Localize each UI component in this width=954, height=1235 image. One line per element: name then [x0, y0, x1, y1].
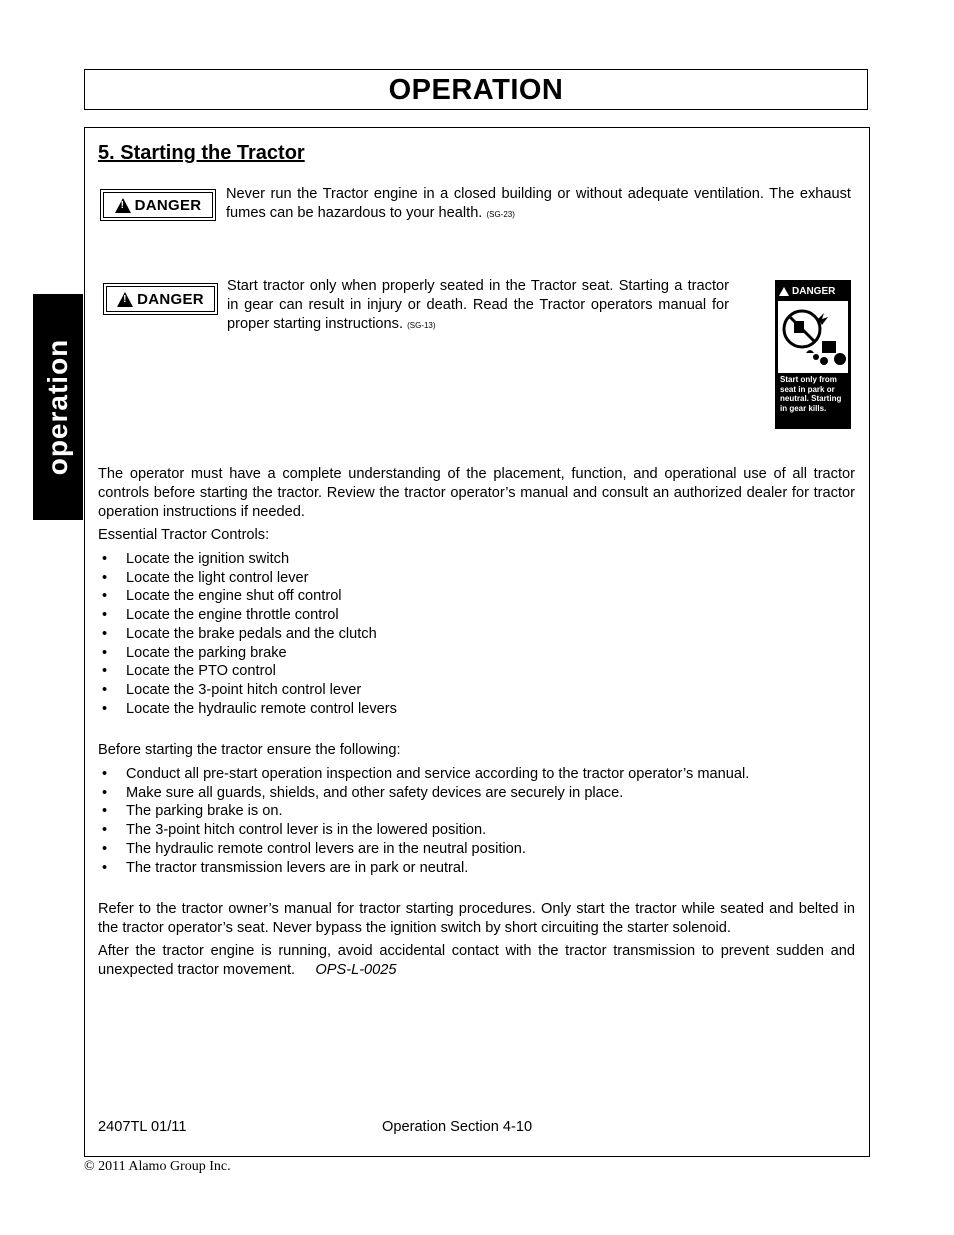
side-tab-label: operation [42, 338, 73, 476]
side-section-tab [33, 294, 83, 520]
intro-paragraph: The operator must have a complete understanding of the placement, function, and operational use of all tractor controls before starting the tractor. Review the tractor operator’s manual and consult an authorized dealer for tractor operation instructions if needed. [98, 466, 855, 520]
section-title: 5. Starting the Tractor [98, 142, 305, 164]
list-item: • Locate the engine throttle control [98, 606, 397, 625]
list-item: • The tractor transmission levers are in park or neutral. [98, 859, 749, 878]
tractor-runover-pictogram-icon [778, 301, 848, 373]
controls-heading: Essential Tractor Controls: [98, 527, 270, 543]
before-list [98, 765, 749, 877]
danger-label-text: DANGER [137, 290, 204, 308]
before-heading: Before starting the tractor ensure the following: [98, 742, 401, 758]
list-item: • Locate the hydraulic remote control levers [98, 700, 397, 719]
decal-title: DANGER [792, 285, 836, 297]
list-item: • Locate the parking brake [98, 644, 397, 663]
list-item: • Locate the light control lever [98, 569, 397, 588]
list-item: • Locate the engine shut off control [98, 587, 397, 606]
danger-label-2 [103, 283, 218, 315]
warning-triangle-icon [779, 287, 789, 296]
warning-triangle-icon [117, 292, 133, 307]
list-item: • Locate the brake pedals and the clutch [98, 625, 397, 644]
danger-2-message: Start tractor only when properly seated in the Tractor seat. Starting a tractor in gear can result in injury or death. Read the Tractor operators manual for proper starting instructions. (SG-13) [227, 278, 729, 332]
controls-list [98, 550, 397, 718]
danger-label-text: DANGER [134, 196, 202, 214]
footer-section-page: Operation Section 4-10 [382, 1119, 533, 1135]
list-item: • Locate the PTO control [98, 662, 397, 681]
list-item: • Locate the ignition switch [98, 550, 397, 569]
ops-code: OPS-L-0025 [315, 962, 397, 978]
danger-1-message: Never run the Tractor engine in a closed building or without adequate ventilation. The exhaust fumes can be hazardous to your health. (SG-23) [226, 186, 851, 221]
safety-code: (SG-23) [486, 210, 515, 219]
list-item: • Locate the 3-point hitch control lever [98, 681, 397, 700]
copyright: © 2011 Alamo Group Inc. [84, 1159, 231, 1174]
danger-decal [775, 280, 851, 429]
list-item: • The parking brake is on. [98, 802, 749, 821]
decal-text: Start only from seat in park or neutral. Starting in gear kills. [780, 375, 842, 413]
list-item: • Conduct all pre-start operation inspection and service according to the tractor operator’s manual. [98, 765, 749, 784]
safety-code: (SG-13) [407, 321, 436, 330]
page-header-title: OPERATION [84, 69, 868, 110]
list-item: • The 3-point hitch control lever is in the lowered position. [98, 821, 749, 840]
list-item: • Make sure all guards, shields, and other safety devices are securely in place. [98, 784, 749, 803]
list-item: • The hydraulic remote control levers are in the neutral position. [98, 840, 749, 859]
refer-paragraph: Refer to the tractor owner’s manual for tractor starting procedures. Only start the tractor while seated and belted in the tractor operator’s seat. Never bypass the ignition switch by short circuiting the starter solenoid. [98, 901, 855, 936]
warning-triangle-icon [115, 198, 131, 213]
footer-model-date: 2407TL 01/11 [98, 1119, 187, 1135]
danger-label-1 [100, 189, 216, 221]
after-paragraph: After the tractor engine is running, avoid accidental contact with the tractor transmission to prevent sudden and unexpected tractor movement. OPS-L-0025 [98, 943, 855, 978]
